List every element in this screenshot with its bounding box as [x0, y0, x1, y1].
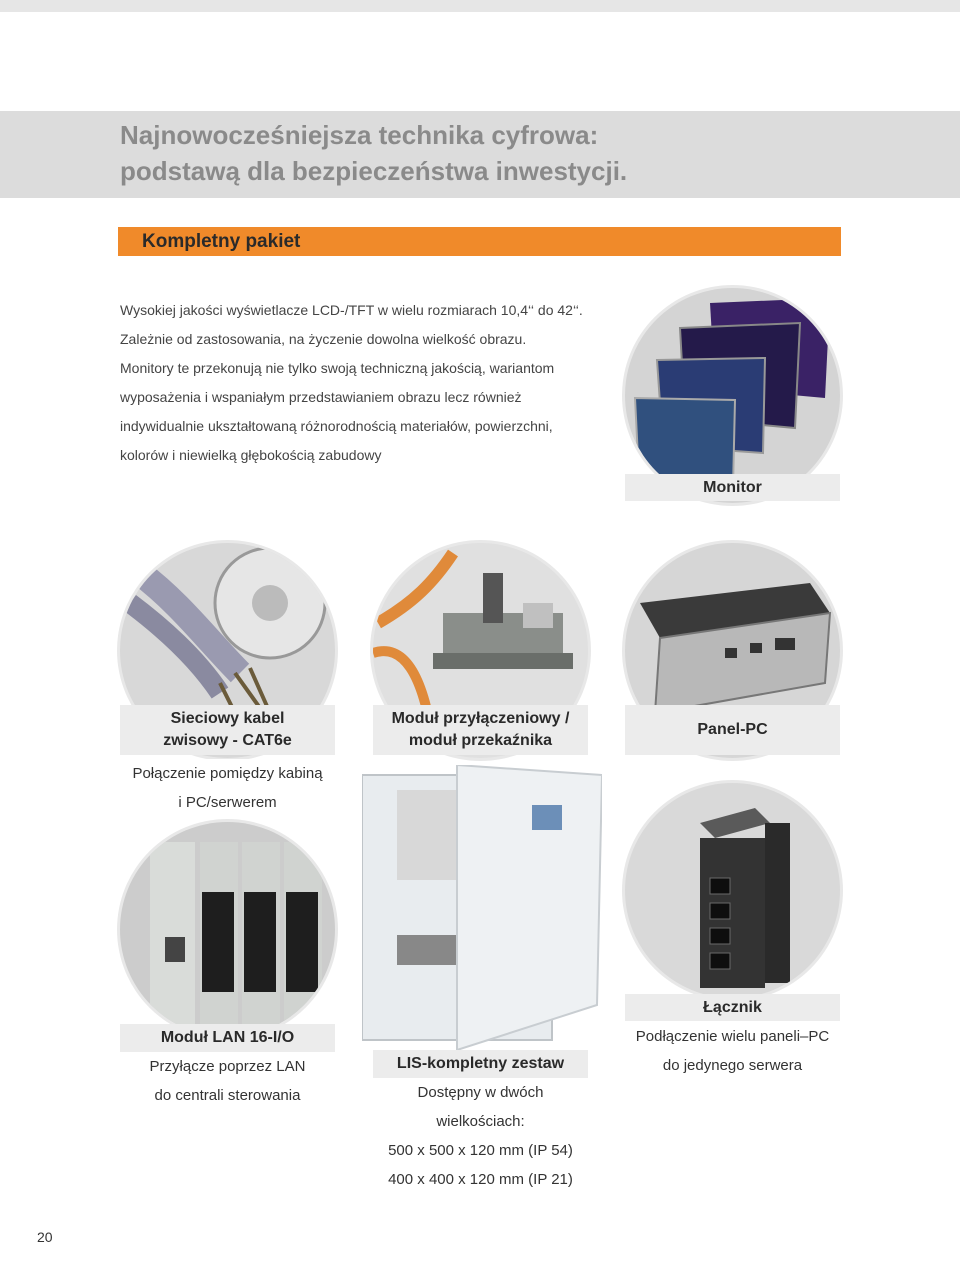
lan-label-box: [120, 1024, 335, 1052]
switch-caption-line2: do jedynego serwera: [662, 1057, 803, 1074]
lan-caption-line1: Przyłącze poprzez LAN: [149, 1058, 306, 1075]
relay-label-box: [373, 705, 588, 755]
lis-label: LIS-kompletny zestaw: [396, 1055, 565, 1072]
lis-cabinet-photo: [362, 765, 602, 1050]
monitor-photo: [625, 288, 840, 503]
switch-label-box: [625, 994, 840, 1021]
top-strip: [0, 0, 960, 12]
lan-caption-line2: do centrali sterowania: [154, 1087, 301, 1104]
cable-caption-line2: i PC/serwerem: [178, 794, 277, 811]
relay-label-line2: moduł przekaźnika: [408, 732, 553, 749]
switch-photo: [625, 783, 840, 998]
intro-text: [120, 296, 600, 470]
lis-caption-line1: Dostępny w dwóch: [417, 1084, 544, 1101]
cable-caption: [120, 759, 335, 817]
lan-label: Moduł LAN 16-I/O: [160, 1029, 295, 1046]
cable-caption-line1: Połączenie pomiędzy kabiną: [132, 765, 323, 782]
lis-caption-line3: 500 x 500 x 120 mm (IP 54): [388, 1142, 573, 1159]
monitor-label: Monitor: [703, 479, 762, 496]
lan-module-photo: [120, 822, 335, 1037]
monitors-illustration: [625, 288, 840, 503]
switch-caption-line1: Podłączenie wielu paneli–PC: [635, 1028, 830, 1045]
lis-caption: [373, 1078, 588, 1194]
panel-pc-label-box: [625, 705, 840, 755]
lan-module-illustration: [120, 822, 335, 1037]
panel-pc-label: Panel-PC: [697, 721, 768, 738]
cable-label-box: [120, 705, 335, 755]
lis-label-box: [373, 1050, 588, 1078]
switch-caption: [625, 1022, 840, 1080]
lis-caption-line4: 400 x 400 x 120 mm (IP 21): [388, 1171, 573, 1188]
page-title-line2: podstawą dla bezpieczeństwa inwestycji.: [120, 156, 628, 186]
page-title-line1: Najnowocześniejsza technika cyfrowa:: [120, 120, 599, 150]
switch-label: Łącznik: [703, 999, 762, 1016]
cable-label-line1: Sieciowy kabel: [170, 710, 285, 727]
monitor-label-box: [625, 474, 840, 501]
lan-caption: [120, 1052, 335, 1110]
relay-label-line1: Moduł przyłączeniowy /: [391, 710, 570, 727]
page-title: [120, 117, 627, 189]
switch-illustration: [625, 783, 840, 998]
lis-cabinet-illustration: [362, 765, 602, 1050]
page-number: 20: [37, 1229, 53, 1245]
lis-caption-line2: wielkościach:: [436, 1113, 525, 1130]
section-title: Kompletny pakiet: [142, 231, 301, 252]
intro-paragraph-2: Monitory te przekonują nie tylko swoją techniczną jakością, wariantom wyposażenia i wspaniałym przedstawianiem obrazu lecz również indywidualnie ukształtowaną różnorodnością materiałów, powierzchni, kolorów i niewielką głębokością zabudowy: [120, 360, 555, 463]
cable-label-line2: zwisowy - CAT6e: [163, 732, 292, 749]
intro-paragraph-1: Wysokiej jakości wyświetlacze LCD-/TFT w wielu rozmiarach 10,4‘‘ do 42‘‘. Zależnie od zastosowania, na życzenie dowolna wielkość obrazu.: [120, 302, 583, 347]
